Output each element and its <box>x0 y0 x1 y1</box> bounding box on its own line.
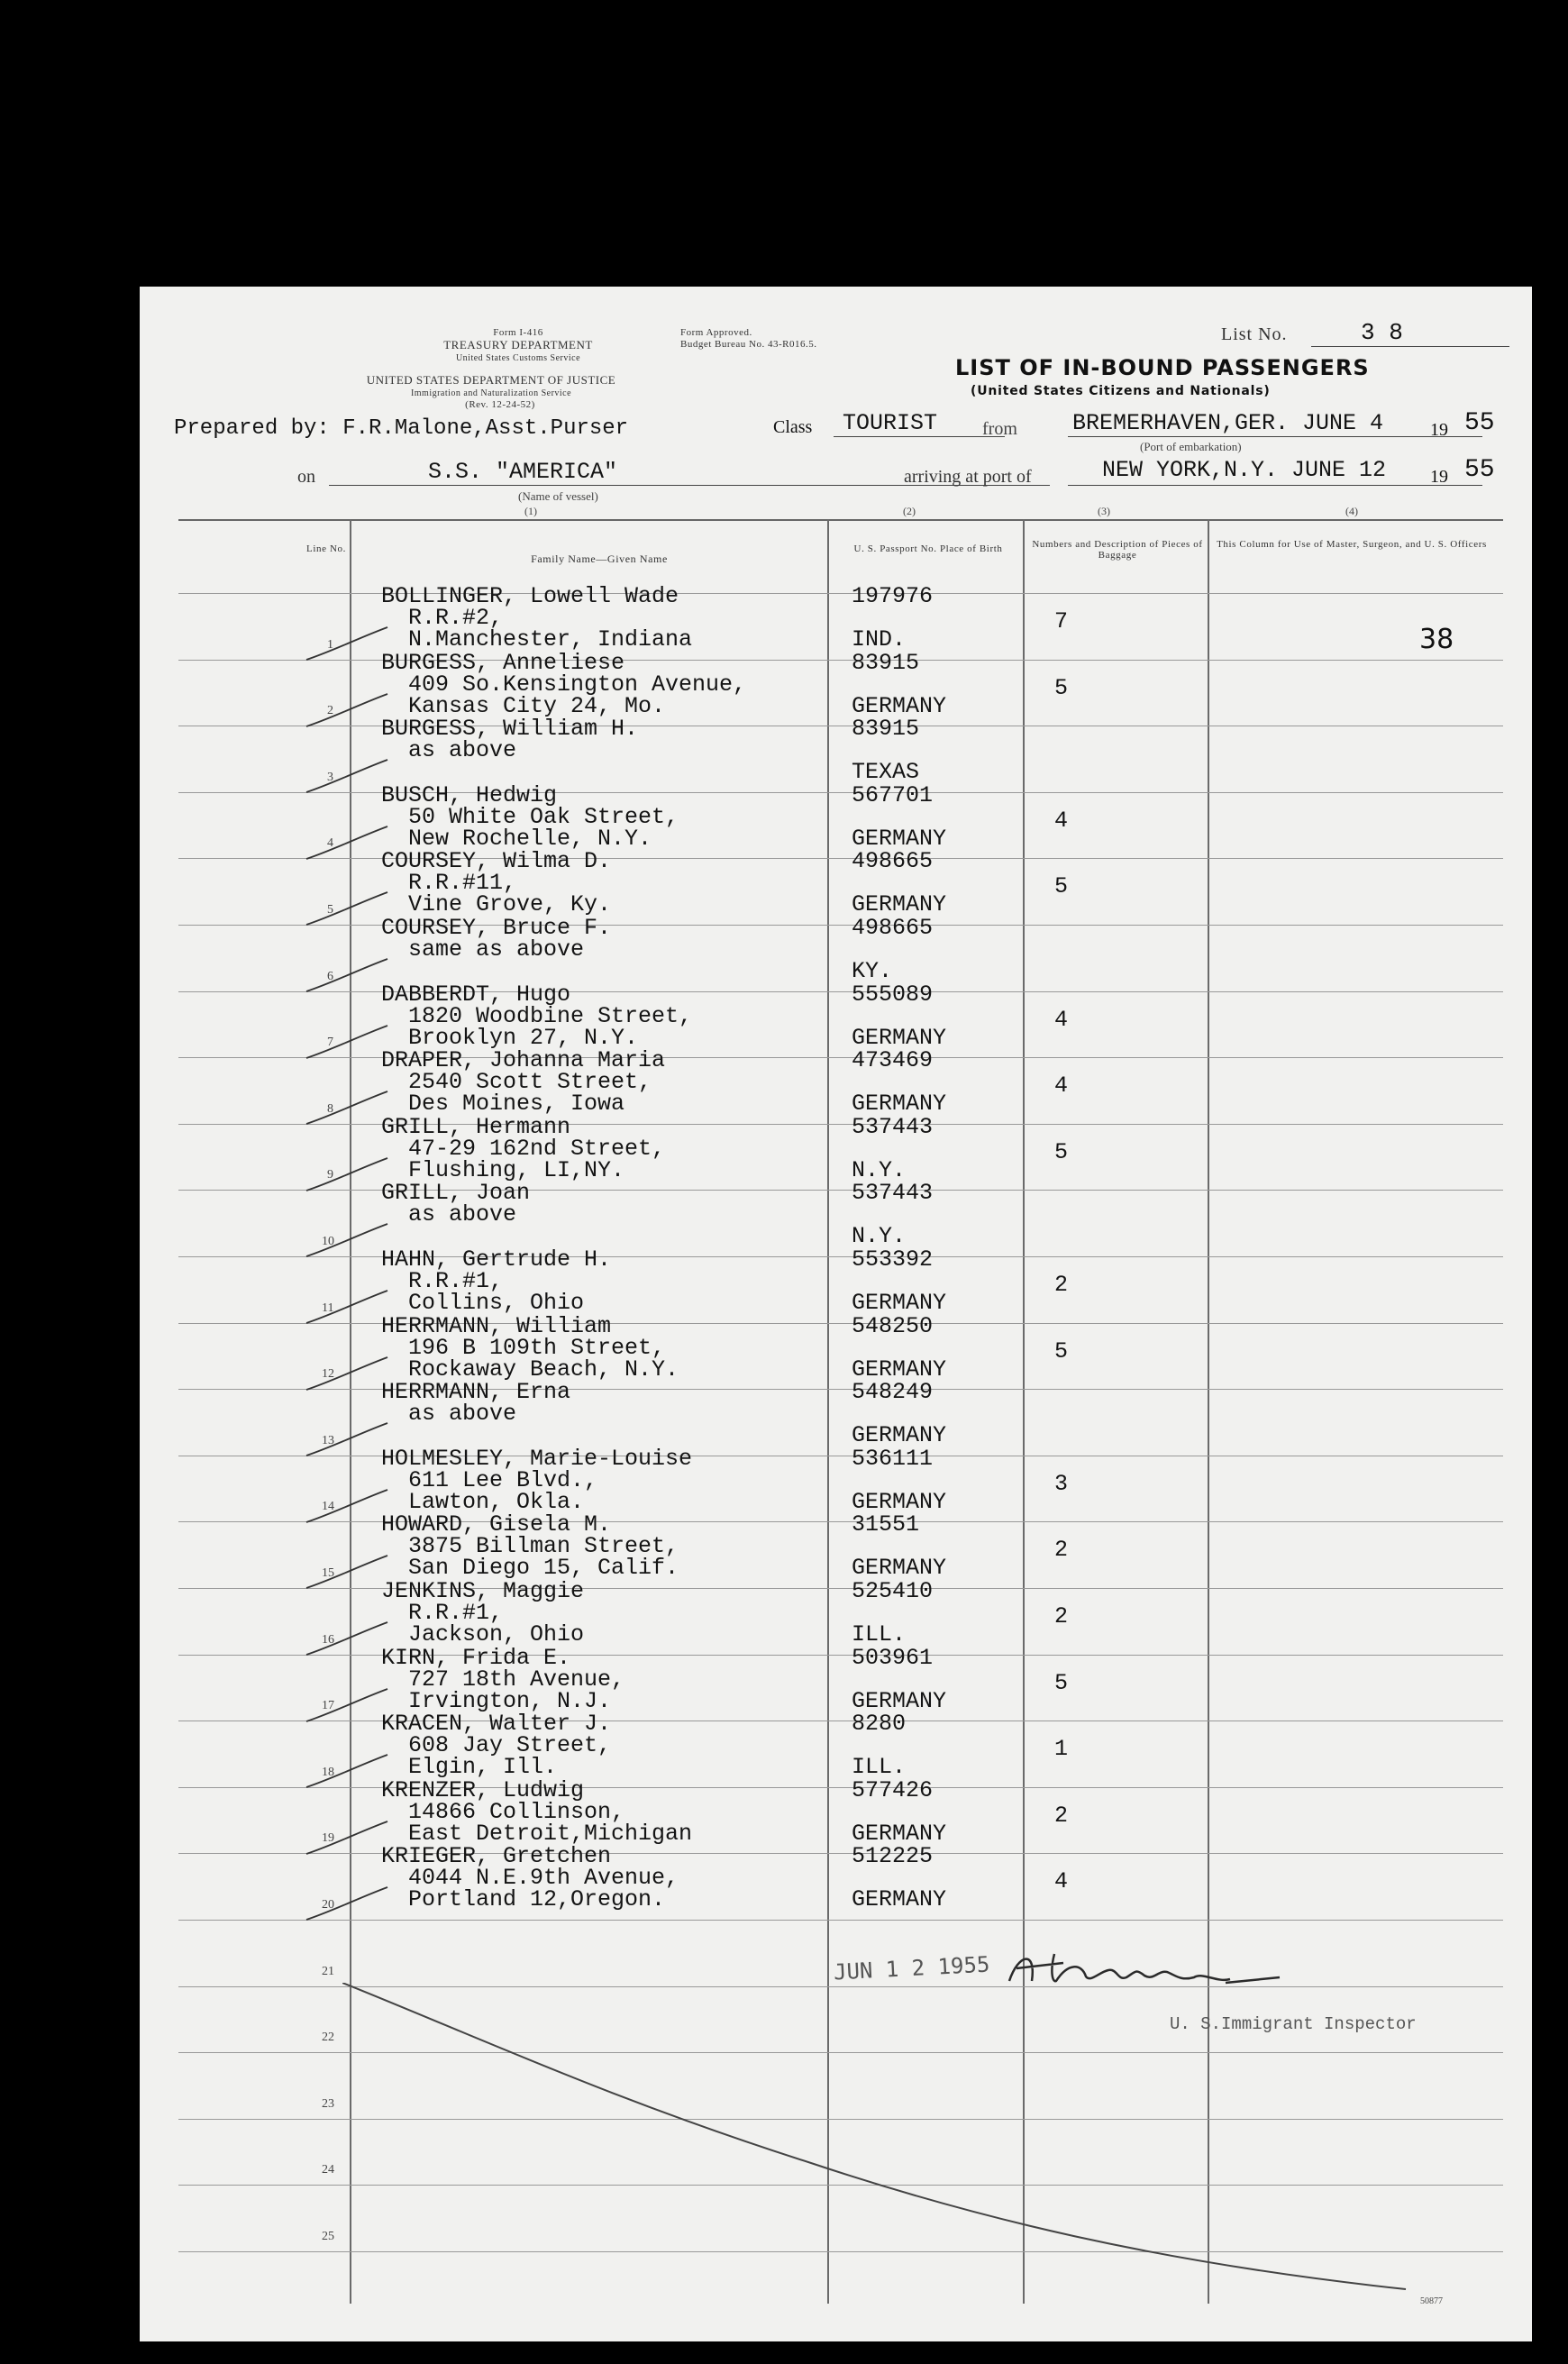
passenger-address: as above <box>408 737 517 764</box>
line-number: 7 <box>327 1036 333 1050</box>
passport-number: 31551 <box>852 1511 920 1538</box>
passenger-name: DRAPER, Johanna Maria <box>381 1047 666 1074</box>
class-value: TOURIST <box>843 410 938 436</box>
passenger-address: New Rochelle, N.Y. <box>408 825 652 852</box>
line-number: 11 <box>322 1301 334 1315</box>
vessel-caption: (Name of vessel) <box>518 489 598 503</box>
birth-place: IND. <box>852 626 907 653</box>
passenger-address: East Detroit,Michigan <box>408 1820 693 1847</box>
baggage-count: 5 <box>1054 873 1069 900</box>
line-number: 9 <box>327 1168 333 1182</box>
arrival-year: 55 <box>1464 456 1495 484</box>
passport-number: 8280 <box>852 1711 907 1738</box>
header-passport: U. S. Passport No. Place of Birth <box>853 543 1003 554</box>
passenger-address: as above <box>408 1401 517 1428</box>
class-label: Class <box>773 417 813 437</box>
line-number: 19 <box>322 1831 334 1846</box>
prepared-by: Prepared by: F.R.Malone,Asst.Purser <box>174 416 629 441</box>
arrival-year-prefix: 19 <box>1430 467 1448 487</box>
year-prefix: 19 <box>1430 420 1448 440</box>
header-name: Family Name—Given Name <box>531 552 668 565</box>
budget-bureau: Budget Bureau No. 43-R016.5. <box>680 339 817 350</box>
passenger-name: GRILL, Joan <box>381 1180 531 1207</box>
birth-place: GERMANY <box>852 891 947 918</box>
passenger-address: 611 Lee Blvd., <box>408 1466 598 1493</box>
passenger-address: Brooklyn 27, N.Y. <box>408 1024 639 1051</box>
passenger-name: COURSEY, Wilma D. <box>381 848 612 875</box>
passenger-address: R.R.#1, <box>408 1268 504 1294</box>
embarkation: BREMERHAVEN,GER. JUNE 4 <box>1072 410 1384 436</box>
passport-number: 536111 <box>852 1445 934 1472</box>
passenger-address: Irvington, N.J. <box>408 1687 612 1714</box>
passport-number: 553392 <box>852 1246 934 1273</box>
line-number: 1 <box>327 637 333 652</box>
birth-place: GERMANY <box>852 1290 947 1316</box>
passenger-name: KRENZER, Ludwig <box>381 1776 585 1803</box>
passport-number: 567701 <box>852 781 934 808</box>
line-number: 4 <box>327 836 333 851</box>
passenger-name: HERRMANN, William <box>381 1312 612 1339</box>
passenger-address: 14866 Collinson, <box>408 1798 625 1825</box>
inspector-caption: U. S.Immigrant Inspector <box>1170 2014 1417 2034</box>
from-year: 55 <box>1464 409 1495 437</box>
passenger-name: KIRN, Frida E. <box>381 1644 571 1671</box>
manifest-sheet <box>140 287 1532 2341</box>
passport-number: 498665 <box>852 848 934 875</box>
birth-place: KY. <box>852 958 893 984</box>
line-number: 21 <box>322 1964 334 1978</box>
header-baggage: Numbers and Description of Pieces of Baggage <box>1032 539 1203 561</box>
line-number: 20 <box>322 1898 334 1912</box>
line-number: 14 <box>322 1500 334 1514</box>
passenger-address: 4044 N.E.9th Avenue, <box>408 1865 679 1892</box>
passport-number: 548250 <box>852 1312 934 1339</box>
vessel-name: S.S. "AMERICA" <box>428 459 618 485</box>
passport-number: 503961 <box>852 1644 934 1671</box>
passenger-address: 409 So.Kensington Avenue, <box>408 671 747 698</box>
passenger-address: Rockaway Beach, N.Y. <box>408 1355 679 1383</box>
baggage-count: 2 <box>1054 1802 1069 1829</box>
birth-place: GERMANY <box>852 1886 947 1913</box>
passenger-address: Portland 12,Oregon. <box>408 1886 666 1913</box>
baggage-count: 5 <box>1054 1669 1069 1696</box>
passenger-name: BURGESS, Anneliese <box>381 649 625 676</box>
passenger-address: 1820 Woodbine Street, <box>408 1002 693 1029</box>
baggage-count: 5 <box>1054 674 1069 701</box>
arrival-port: NEW YORK,N.Y. JUNE 12 <box>1102 457 1387 483</box>
line-number: 3 <box>327 770 333 784</box>
birth-place: ILL. <box>852 1754 907 1781</box>
birth-place: N.Y. <box>852 1156 907 1183</box>
check-mark <box>297 1884 397 1929</box>
header-officers: This Column for Use of Master, Surgeon, and U. S. Officers <box>1217 539 1487 550</box>
from-label: from <box>982 419 1017 439</box>
line-number: 23 <box>322 2096 334 2111</box>
birth-place: GERMANY <box>852 692 947 719</box>
birth-place: GERMANY <box>852 1488 947 1515</box>
passenger-name: GRILL, Hermann <box>381 1113 571 1140</box>
passenger-name: DABBERDT, Hugo <box>381 981 571 1008</box>
passenger-address: R.R.#2, <box>408 605 504 631</box>
line-number: 15 <box>322 1566 334 1580</box>
passenger-name: BUSCH, Hedwig <box>381 781 558 808</box>
passenger-address: Vine Grove, Ky. <box>408 891 612 918</box>
baggage-count: 2 <box>1054 1603 1069 1629</box>
page-subtitle: (United States Citizens and Nationals) <box>971 384 1271 398</box>
passenger-address: R.R.#11, <box>408 870 517 897</box>
passenger-address: 50 White Oak Street, <box>408 803 679 830</box>
line-number: 22 <box>322 2031 334 2045</box>
passenger-address: San Diego 15, Calif. <box>408 1555 679 1582</box>
treasury-dept: TREASURY DEPARTMENT <box>443 338 593 351</box>
passenger-address: 196 B 109th Street, <box>408 1334 666 1361</box>
line-number: 13 <box>322 1433 334 1447</box>
line-number: 12 <box>322 1367 334 1382</box>
passenger-address: 2540 Scott Street, <box>408 1069 652 1096</box>
passport-number: 83915 <box>852 649 920 676</box>
passenger-name: COURSEY, Bruce F. <box>381 915 612 941</box>
on-label: on <box>297 467 315 487</box>
passenger-address: Collins, Ohio <box>408 1290 585 1316</box>
birth-place: ILL. <box>852 1621 907 1647</box>
passenger-address: as above <box>408 1201 517 1228</box>
baggage-count: 3 <box>1054 1470 1069 1497</box>
passport-number: 473469 <box>852 1047 934 1074</box>
col-num-1: (1) <box>524 505 537 517</box>
passenger-name: KRACEN, Walter J. <box>381 1711 612 1738</box>
passenger-name: HOLMESLEY, Marie-Louise <box>381 1445 693 1472</box>
revision-date: (Rev. 12-24-52) <box>465 399 535 410</box>
birth-place: GERMANY <box>852 825 947 852</box>
baggage-count: 4 <box>1054 1868 1069 1895</box>
baggage-count: 4 <box>1054 1006 1069 1033</box>
list-no: 3 8 <box>1361 319 1403 346</box>
birth-place: GERMANY <box>852 1024 947 1051</box>
birth-place: GERMANY <box>852 1355 947 1383</box>
justice-dept: UNITED STATES DEPARTMENT OF JUSTICE <box>366 373 616 387</box>
passport-number: 525410 <box>852 1578 934 1604</box>
passport-number: 548249 <box>852 1379 934 1406</box>
passenger-name: JENKINS, Maggie <box>381 1578 585 1604</box>
passport-number: 498665 <box>852 915 934 941</box>
line-number: 17 <box>322 1699 334 1713</box>
passenger-address: Lawton, Okla. <box>408 1488 585 1515</box>
passenger-address: N.Manchester, Indiana <box>408 626 693 653</box>
passenger-name: KRIEGER, Gretchen <box>381 1843 612 1870</box>
arriving-label: arriving at port of <box>904 467 1032 487</box>
passenger-name: HAHN, Gertrude H. <box>381 1246 612 1273</box>
baggage-count: 5 <box>1054 1138 1069 1165</box>
passport-number: 555089 <box>852 981 934 1008</box>
passport-number: 197976 <box>852 583 934 609</box>
passenger-address: 3875 Billman Street, <box>408 1533 679 1560</box>
passenger-address: R.R.#1, <box>408 1600 504 1626</box>
col-num-2: (2) <box>903 505 916 517</box>
cancellation-line <box>342 1983 1514 2307</box>
customs-service: United States Customs Service <box>455 353 581 363</box>
passenger-address: Kansas City 24, Mo. <box>408 692 666 719</box>
passenger-name: BOLLINGER, Lowell Wade <box>381 583 679 609</box>
passenger-address: 47-29 162nd Street, <box>408 1135 666 1162</box>
ins-service: Immigration and Naturalization Service <box>410 388 572 398</box>
passenger-name: BURGESS, William H. <box>381 716 639 743</box>
port-caption: (Port of embarkation) <box>1140 440 1242 453</box>
birth-place: GERMANY <box>852 1555 947 1582</box>
baggage-count: 2 <box>1054 1537 1069 1564</box>
line-number: 10 <box>322 1235 334 1248</box>
line-number: 25 <box>322 2230 334 2243</box>
birth-place: N.Y. <box>852 1223 907 1250</box>
form-approved: Form Approved. <box>680 327 752 338</box>
passenger-name: HOWARD, Gisela M. <box>381 1511 612 1538</box>
passport-number: 537443 <box>852 1180 934 1207</box>
passport-number: 512225 <box>852 1843 934 1870</box>
passenger-address: same as above <box>408 936 585 963</box>
passenger-address: 727 18th Avenue, <box>408 1666 625 1693</box>
form-footer-code: 50877 <box>1420 2296 1443 2306</box>
line-number: 6 <box>327 969 333 983</box>
baggage-count: 7 <box>1054 608 1069 634</box>
line-number: 16 <box>322 1632 334 1647</box>
baggage-count: 2 <box>1054 1272 1069 1298</box>
passenger-address: Flushing, LI,NY. <box>408 1156 625 1183</box>
passport-number: 577426 <box>852 1776 934 1803</box>
passenger-name: HERRMANN, Erna <box>381 1379 571 1406</box>
passenger-address: Jackson, Ohio <box>408 1621 585 1647</box>
page-title: LIST OF IN-BOUND PASSENGERS <box>955 355 1370 380</box>
birth-place: GERMANY <box>852 1820 947 1847</box>
line-number: 8 <box>327 1101 333 1116</box>
passport-number: 537443 <box>852 1113 934 1140</box>
passenger-address: 608 Jay Street, <box>408 1732 612 1759</box>
birth-place: TEXAS <box>852 759 920 786</box>
line-number: 5 <box>327 903 333 917</box>
passport-number: 83915 <box>852 716 920 743</box>
col-num-4: (4) <box>1345 505 1358 517</box>
passenger-address: Elgin, Ill. <box>408 1754 558 1781</box>
baggage-count: 4 <box>1054 1072 1069 1100</box>
birth-place: GERMANY <box>852 1687 947 1714</box>
list-no-label: List No. <box>1221 324 1288 344</box>
officer-note: 38 <box>1419 624 1454 655</box>
line-number: 18 <box>322 1765 334 1779</box>
baggage-count: 4 <box>1054 807 1069 834</box>
header-line-no: Line No. <box>306 543 346 554</box>
baggage-count: 1 <box>1054 1736 1069 1763</box>
passenger-address: Des Moines, Iowa <box>408 1091 625 1118</box>
line-number: 2 <box>327 704 333 718</box>
date-stamp: JUN 1 2 1955 <box>833 1951 991 1985</box>
birth-place: GERMANY <box>852 1091 947 1118</box>
form-number: Form I-416 <box>493 327 543 338</box>
baggage-count: 5 <box>1054 1337 1069 1365</box>
line-number: 24 <box>322 2163 334 2177</box>
row-divider <box>178 593 1503 594</box>
birth-place: GERMANY <box>852 1422 947 1449</box>
col-num-3: (3) <box>1098 505 1110 517</box>
